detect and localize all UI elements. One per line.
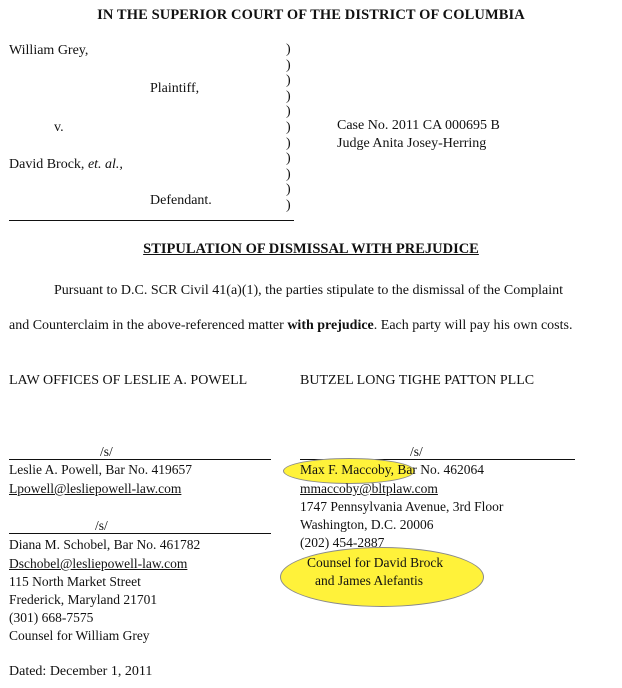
caption-underline — [9, 220, 294, 221]
left-signature-2-phone: (301) 668-7575 — [9, 610, 94, 625]
document-title: STIPULATION OF DISMISSAL WITH PREJUDICE — [143, 241, 479, 257]
case-number: Case No. 2011 CA 000695 B — [337, 118, 500, 133]
judge-name: Judge Anita Josey-Herring — [337, 136, 487, 151]
with-prejudice: with prejudice — [287, 318, 374, 333]
left-signature-2-line — [9, 533, 271, 534]
defendant-etal: et. al., — [87, 157, 123, 172]
right-firm-name: BUTZEL LONG TIGHE PATTON PLLC — [300, 373, 535, 388]
right-signature-name: Max F. Maccoby — [300, 462, 391, 477]
left-signature-2-address-2: Frederick, Maryland 21701 — [9, 592, 158, 607]
defendant-role: Defendant. — [150, 193, 212, 208]
left-firm-name: LAW OFFICES OF LESLIE A. POWELL — [9, 373, 248, 388]
body-line-1: Pursuant to D.C. SCR Civil 41(a)(1), the parties stipulate to the dismissal of the Complaint — [54, 283, 564, 298]
caption-parentheses: ) ) ) ) ) ) ) ) ) ) ) — [286, 42, 291, 213]
plaintiff-role: Plaintiff, — [150, 81, 200, 96]
left-signature-1-line — [9, 459, 271, 460]
versus: v. — [54, 120, 64, 135]
right-signature-address-1: 1747 Pennsylvania Avenue, 3rd Floor — [300, 499, 504, 514]
body-line-2-end: . Each party will pay his own costs. — [373, 318, 573, 333]
body-line-2-start: and Counterclaim in the above-referenced matter — [9, 318, 288, 333]
right-signature-address-2: Washington, D.C. 20006 — [300, 517, 434, 532]
left-signature-2-counsel: Counsel for William Grey — [9, 628, 150, 643]
right-signature-mark: /s/ — [410, 444, 423, 459]
right-signature-counsel-1: Counsel for David Brock — [307, 555, 444, 570]
plaintiff-name: William Grey, — [9, 43, 89, 58]
right-signature-name-line — [300, 462, 484, 478]
dated-line: Dated: December 1, 2011 — [9, 664, 153, 679]
defendant-name-text: David Brock, — [9, 157, 85, 172]
right-signature-phone: (202) 454-2887 — [300, 535, 385, 550]
left-signature-1-email[interactable]: Lpowell@lesliepowell-law.com — [9, 481, 182, 496]
right-signature-email[interactable]: mmaccoby@bltplaw.com — [300, 481, 438, 496]
left-signature-2-address-1: 115 North Market Street — [9, 574, 141, 589]
left-signature-2-name: Diana M. Schobel, Bar No. 461782 — [9, 537, 201, 552]
left-signature-2-email[interactable]: Dschobel@lesliepowell-law.com — [9, 556, 188, 571]
right-signature-bar: , Bar No. 462064 — [390, 462, 485, 477]
court-heading: IN THE SUPERIOR COURT OF THE DISTRICT OF COLUMBIA — [97, 7, 525, 23]
right-signature-counsel-2: and James Alefantis — [315, 573, 423, 588]
left-signature-1-name: Leslie A. Powell, Bar No. 419657 — [9, 462, 192, 477]
defendant-name — [9, 157, 123, 173]
left-signature-2-mark: /s/ — [95, 518, 108, 533]
body-line-2 — [9, 318, 572, 334]
left-signature-1-mark: /s/ — [100, 444, 113, 459]
